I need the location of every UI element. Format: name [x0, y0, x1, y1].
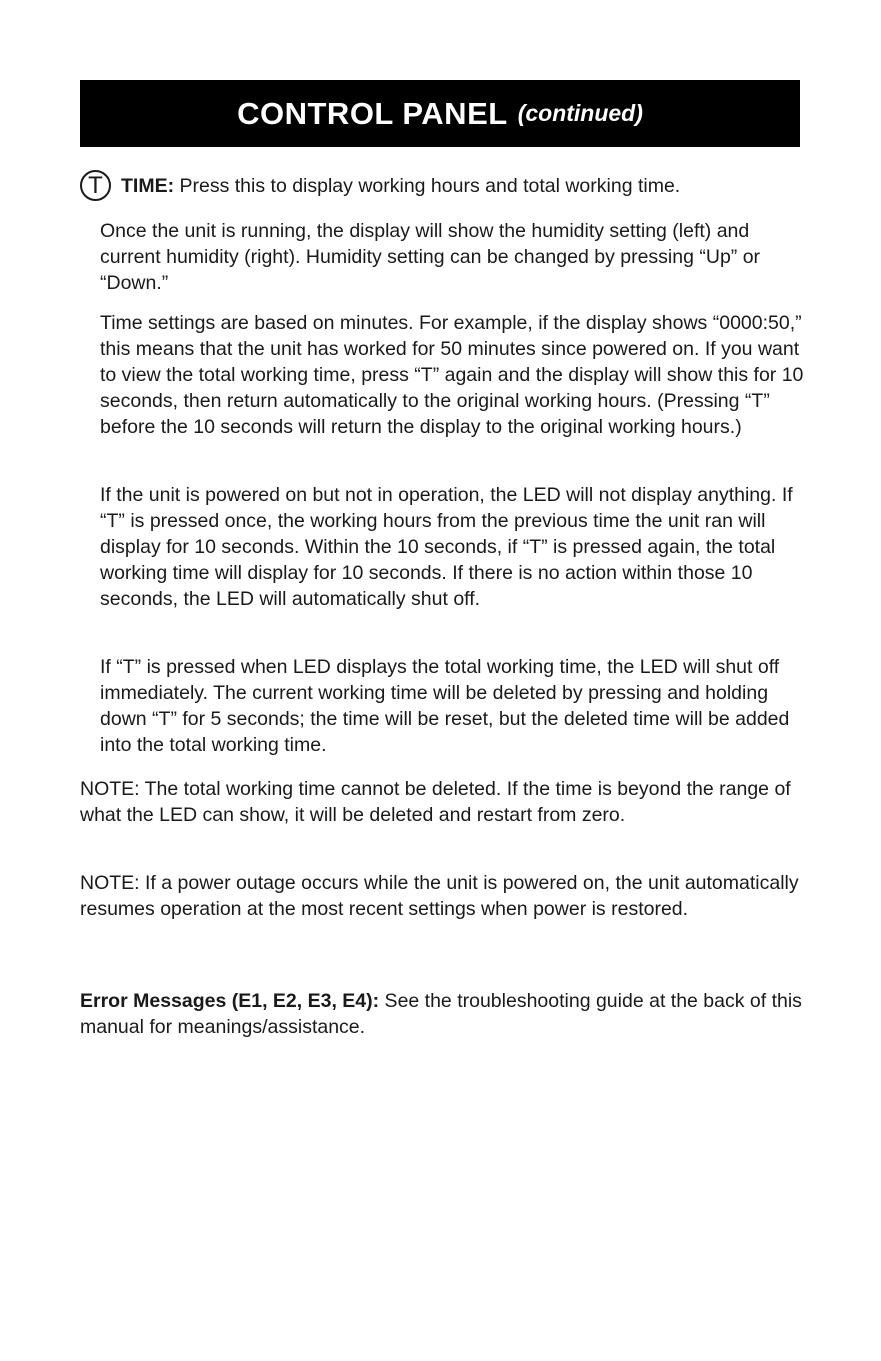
error-messages: [80, 988, 805, 1040]
time-intro: [121, 173, 680, 199]
t-button-icon: T: [80, 170, 111, 201]
note-paragraph: [80, 870, 805, 922]
header-subtitle: (continued): [517, 100, 643, 126]
time-paragraph: [100, 654, 805, 758]
time-intro-text: Press this to display working hours and total working time.: [174, 174, 681, 197]
time-label: TIME:: [121, 174, 175, 197]
time-paragraph: [100, 218, 805, 296]
note-paragraph: [80, 776, 805, 828]
time-paragraph-text: Once the unit is running, the display will show the humidity setting (left) and current humidity (right). Humidity setting can be changed by pressing “Up” or “Down.”: [100, 220, 761, 294]
error-text: See the troubleshooting guide at the back of this manual for meanings/assistance.: [80, 990, 802, 1038]
note-text: NOTE: If a power outage occurs while the unit is powered on, the unit automatically resumes operation at the most recent settings when power is restored.: [80, 872, 799, 920]
error-label: Error Messages (E1, E2, E3, E4):: [80, 990, 380, 1012]
note-text: NOTE: The total working time cannot be deleted. If the time is beyond the range of what the LED can show, it will be deleted and restart from zero.: [80, 778, 791, 826]
time-paragraph-text: Time settings are based on minutes. For example, if the display shows “0000:50,” this means that the unit has worked for 50 minutes since powered on. If you want to view the total working time, press “T” again and the display will show this for 10 seconds, then return automatically to the original working hours. (Pressing “T” before the 10 seconds will return the display to the original working hours.): [100, 312, 804, 438]
section-header: [80, 80, 800, 147]
time-heading: [80, 170, 810, 201]
header-title: CONTROL PANEL: [237, 95, 508, 131]
time-paragraph-text: If the unit is powered on but not in operation, the LED will not display anything. If “T” is pressed once, the working hours from the previous time the unit ran will display for 10 seconds. Within the 10 seconds, if “T” is pressed again, the total working time will display for 10 seconds. If there is no action within those 10 seconds, the LED will automatically shut off.: [100, 484, 793, 610]
time-paragraph-text: If “T” is pressed when LED displays the total working time, the LED will shut off immediately. The current working time will be deleted by pressing and holding down “T” for 5 seconds; the time will be reset, but the deleted time will be added into the total working time.: [100, 656, 790, 756]
time-paragraph: [100, 482, 805, 612]
time-paragraph: [100, 310, 805, 440]
